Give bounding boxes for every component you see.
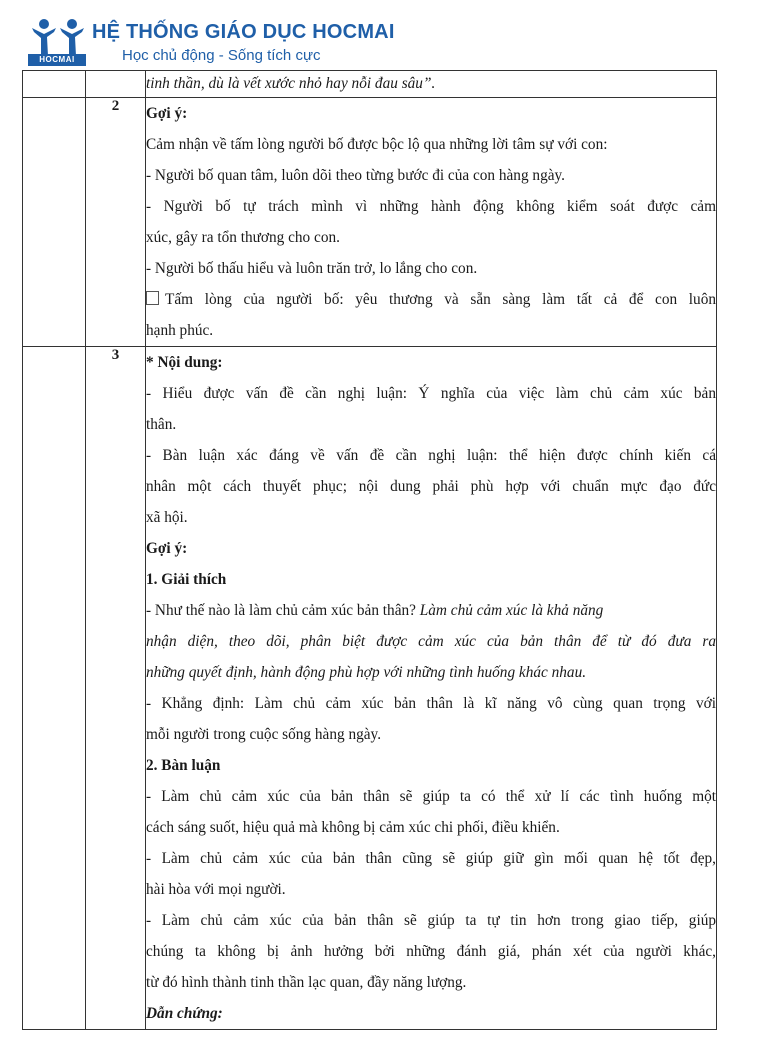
- question-number: 2: [86, 98, 146, 347]
- answer-line-text: 1. Giải thích: [146, 571, 227, 588]
- answer-line: [146, 253, 716, 284]
- answer-line: [146, 160, 716, 191]
- answer-line: [146, 378, 716, 409]
- answer-line: [146, 595, 716, 626]
- answer-line-text: tinh thần, dù là vết xước nhỏ hay nỗi đau sâu”.: [146, 75, 436, 92]
- answer-line: [146, 222, 716, 253]
- brand-slogan: Học chủ động - Sống tích cực: [122, 47, 321, 64]
- answer-line: [146, 812, 716, 843]
- answer-line-text: xúc, gây ra tổn thương cho con.: [146, 229, 340, 246]
- answer-line-text: Gợi ý:: [146, 105, 188, 122]
- empty-cell: [23, 98, 86, 347]
- empty-cell: [23, 347, 86, 1030]
- answer-line-text: - Làm chủ cảm xúc của bản thân cũng sẽ giúp giữ gìn mối quan hệ tốt đẹp,: [146, 850, 716, 867]
- answer-line-text: - Người bố quan tâm, luôn dõi theo từng bước đi của con hàng ngày.: [146, 167, 565, 184]
- answer-line: [146, 657, 716, 688]
- answer-cell: [146, 71, 717, 98]
- answer-line: [146, 688, 716, 719]
- answer-cell: [146, 347, 717, 1030]
- answer-line-text: - Như thế nào là làm chủ cảm xúc bản thân?: [146, 602, 420, 619]
- answer-line: [146, 750, 716, 781]
- answer-line: [146, 315, 716, 346]
- answer-line: [146, 967, 716, 998]
- brand-title: HỆ THỐNG GIÁO DỤC HOCMAI: [92, 21, 395, 43]
- answer-line: [146, 998, 716, 1029]
- answer-line-text: - Khẳng định: Làm chủ cảm xúc bản thân là kĩ năng vô cùng quan trọng với: [146, 695, 716, 712]
- missing-glyph-box-icon: [146, 291, 159, 305]
- answer-line-text: - Hiểu được vấn đề cần nghị luận: Ý nghĩa của việc làm chủ cảm xúc bản: [146, 385, 716, 402]
- answer-cell: [146, 98, 717, 347]
- answer-line-text: hài hòa với mọi người.: [146, 881, 286, 898]
- answer-line-italic: Làm chủ cảm xúc là khả năng: [419, 602, 604, 619]
- answer-line-text: hạnh phúc.: [146, 322, 214, 339]
- answer-line: [146, 936, 716, 967]
- table-row: [23, 71, 717, 98]
- answer-line: [146, 533, 716, 564]
- answer-line-text: - Người bố tự trách mình vì những hành động không kiểm soát được cảm: [146, 198, 716, 215]
- answer-line-text: từ đó hình thành tinh thần lạc quan, đầy năng lượng.: [146, 974, 467, 991]
- answer-line-text: chúng ta không bị ảnh hưởng bởi những đánh giá, phán xét của người khác,: [146, 943, 716, 960]
- answer-line: [146, 843, 716, 874]
- answer-line: [146, 191, 716, 222]
- answer-line: [146, 502, 716, 533]
- answer-line: [146, 564, 716, 595]
- brand-header: [22, 14, 762, 70]
- answer-line: [146, 874, 716, 905]
- logo-badge: HOCMAI: [28, 54, 86, 66]
- answer-line: [146, 440, 716, 471]
- answer-line-text: - Làm chủ cảm xúc của bản thân sẽ giúp ta tự tin hơn trong giao tiếp, giúp: [146, 912, 716, 929]
- answer-line: [146, 71, 716, 97]
- answer-line-text: nhân một cách thuyết phục; nội dung phải phù hợp với chuẩn mực đạo đức: [146, 478, 716, 495]
- answer-line-text: 2. Bàn luận: [146, 757, 221, 774]
- table-row: [23, 347, 717, 1030]
- answer-line-text: - Người bố thấu hiểu và luôn trăn trở, lo lắng cho con.: [146, 260, 478, 277]
- answer-line-text: Tấm lòng của người bố: yêu thương và sẵn sàng làm tất cả để con luôn: [165, 291, 716, 308]
- answer-line: [146, 471, 716, 502]
- answer-line-text: * Nội dung:: [146, 354, 223, 371]
- answer-line: [146, 347, 716, 378]
- answer-line-text: thân.: [146, 416, 177, 433]
- answer-line: [146, 781, 716, 812]
- answer-line-text: Gợi ý:: [146, 540, 188, 557]
- answer-line-text: Dẫn chứng:: [146, 1005, 223, 1022]
- answer-line-text: xã hội.: [146, 509, 188, 526]
- hocmai-logo-icon: [30, 18, 88, 58]
- answer-line: [146, 284, 716, 315]
- answer-line: [146, 98, 716, 129]
- answer-line-text: cách sáng suốt, hiệu quả mà không bị cảm xúc chi phối, điều khiển.: [146, 819, 560, 836]
- answer-line-text: - Bàn luận xác đáng về vấn đề cần nghị luận: thể hiện được chính kiến cá: [146, 447, 716, 464]
- question-number: [86, 71, 146, 98]
- answer-line-text: mỗi người trong cuộc sống hàng ngày.: [146, 726, 382, 743]
- answer-line: [146, 626, 716, 657]
- empty-cell: [23, 71, 86, 98]
- answer-line-text: Cảm nhận về tấm lòng người bố được bộc lộ qua những lời tâm sự với con:: [146, 136, 608, 153]
- table-row: [23, 98, 717, 347]
- answer-line-text: - Làm chủ cảm xúc của bản thân sẽ giúp ta có thể xử lí các tình huống một: [146, 788, 716, 805]
- answer-line-text: những quyết định, hành động phù hợp với những tình huống khác nhau.: [146, 664, 587, 681]
- question-number: 3: [86, 347, 146, 1030]
- answer-line: [146, 905, 716, 936]
- answer-line: [146, 129, 716, 160]
- answer-line-text: nhận diện, theo dõi, phân biệt được cảm xúc của bản thân để từ đó đưa ra: [146, 633, 716, 650]
- answer-line: [146, 409, 716, 440]
- answer-line: [146, 719, 716, 750]
- answer-table: [22, 70, 717, 1030]
